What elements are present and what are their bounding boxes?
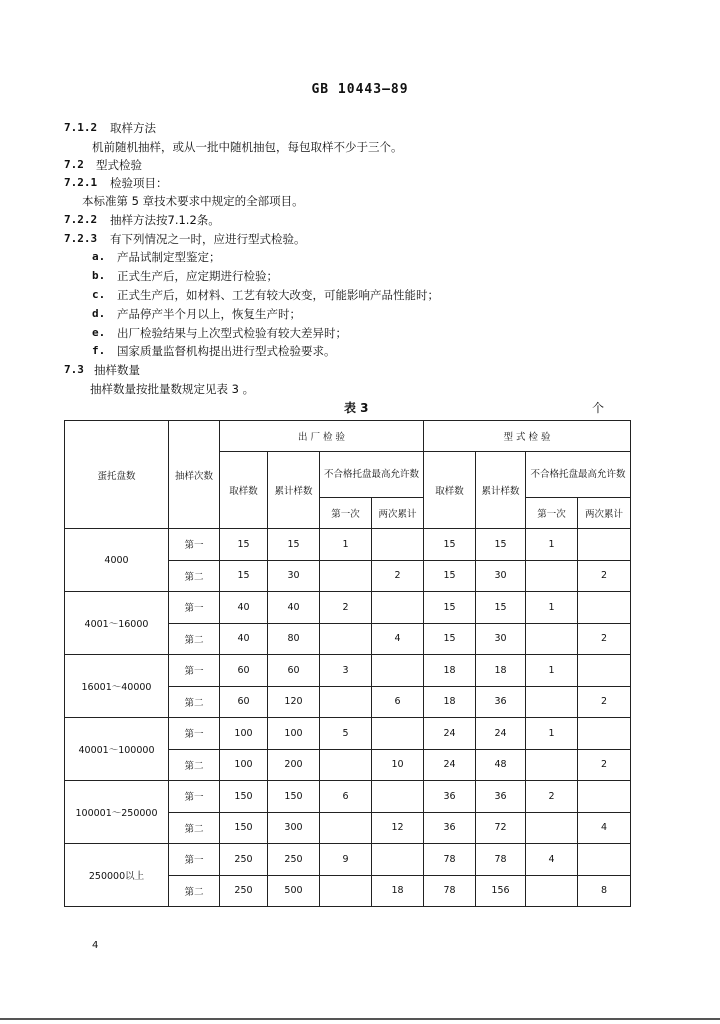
- cell-times: 第二: [169, 812, 220, 844]
- cell-type-cumulative: 15: [476, 592, 526, 624]
- cell-type-sample: 24: [424, 749, 476, 781]
- cell-factory-sample: 15: [220, 529, 268, 561]
- cell-factory-cumulative: 15: [268, 529, 320, 561]
- clause-text: 产品停产半个月以上，恢复生产时；: [117, 307, 301, 321]
- cell-type-sample: 15: [424, 529, 476, 561]
- cell-factory-first: [320, 623, 372, 655]
- clause-number: b.: [92, 269, 106, 282]
- cell-factory-both: [372, 718, 424, 750]
- cell-factory-cumulative: 120: [268, 686, 320, 718]
- table-row: [65, 655, 631, 687]
- cell-batch: 4001～16000: [65, 592, 169, 655]
- clause-number: 7.2.1: [64, 176, 98, 189]
- cell-batch: 250000以上: [65, 844, 169, 907]
- cell-times: 第二: [169, 749, 220, 781]
- cell-times: 第一: [169, 718, 220, 750]
- clause-number: f.: [92, 344, 106, 357]
- cell-type-both: 2: [578, 686, 631, 718]
- cell-type-cumulative: 15: [476, 529, 526, 561]
- cell-factory-cumulative: 100: [268, 718, 320, 750]
- cell-type-first: 1: [526, 529, 578, 561]
- cell-factory-cumulative: 40: [268, 592, 320, 624]
- cell-times: 第二: [169, 875, 220, 907]
- cell-type-both: [578, 529, 631, 561]
- clause-number: 7.2: [64, 158, 84, 171]
- cell-type-first: [526, 749, 578, 781]
- cell-factory-sample: 150: [220, 781, 268, 813]
- cell-type-first: 1: [526, 655, 578, 687]
- page-number: 4: [92, 940, 99, 951]
- cell-factory-first: [320, 812, 372, 844]
- clause-text: 抽样方法按7.1.2条。: [110, 213, 220, 227]
- cell-factory-sample: 150: [220, 812, 268, 844]
- cell-factory-both: [372, 529, 424, 561]
- cell-type-sample: 78: [424, 844, 476, 876]
- cell-batch: 4000: [65, 529, 169, 592]
- clause-text: 产品试制定型鉴定；: [117, 250, 221, 264]
- cell-type-first: [526, 875, 578, 907]
- cell-factory-cumulative: 500: [268, 875, 320, 907]
- cell-type-both: 4: [578, 812, 631, 844]
- cell-factory-cumulative: 300: [268, 812, 320, 844]
- bottom-rule: [0, 1018, 720, 1020]
- clause-number: 7.1.2: [64, 121, 98, 134]
- cell-times: 第二: [169, 623, 220, 655]
- cell-factory-sample: 60: [220, 655, 268, 687]
- clause-number: c.: [92, 288, 106, 301]
- cell-type-cumulative: 36: [476, 686, 526, 718]
- clause-number: 7.3: [64, 363, 84, 376]
- clause-text: 抽样数量: [94, 363, 140, 377]
- cell-factory-cumulative: 80: [268, 623, 320, 655]
- cell-factory-sample: 100: [220, 718, 268, 750]
- cell-batch: 16001～40000: [65, 655, 169, 718]
- cell-type-both: 2: [578, 749, 631, 781]
- cell-factory-sample: 250: [220, 875, 268, 907]
- cell-type-both: 2: [578, 560, 631, 592]
- clause-number: a.: [92, 250, 106, 263]
- cell-factory-both: 10: [372, 749, 424, 781]
- clause-text: 国家质量监督机构提出进行型式检验要求。: [117, 344, 336, 358]
- sampling-table: [64, 420, 631, 907]
- cell-type-both: [578, 592, 631, 624]
- cell-factory-both: 18: [372, 875, 424, 907]
- header-type-both: 两次累计: [578, 498, 631, 529]
- cell-factory-both: [372, 844, 424, 876]
- cell-factory-sample: 100: [220, 749, 268, 781]
- cell-type-sample: 15: [424, 560, 476, 592]
- cell-type-first: [526, 686, 578, 718]
- table-row: [65, 844, 631, 876]
- cell-type-cumulative: 36: [476, 781, 526, 813]
- clause-number: d.: [92, 307, 106, 320]
- cell-factory-cumulative: 250: [268, 844, 320, 876]
- header-type-max-reject: 不合格托盘最高允许数: [526, 452, 631, 498]
- cell-factory-sample: 40: [220, 592, 268, 624]
- cell-type-cumulative: 18: [476, 655, 526, 687]
- cell-factory-first: 2: [320, 592, 372, 624]
- cell-type-first: [526, 623, 578, 655]
- cell-batch: 100001～250000: [65, 781, 169, 844]
- cell-type-sample: 36: [424, 781, 476, 813]
- cell-type-both: [578, 781, 631, 813]
- cell-factory-sample: 15: [220, 560, 268, 592]
- cell-factory-cumulative: 200: [268, 749, 320, 781]
- cell-type-first: [526, 560, 578, 592]
- clause-text: 型式检验: [96, 158, 142, 172]
- cell-factory-first: 1: [320, 529, 372, 561]
- clause-number: 7.2.3: [64, 232, 98, 245]
- cell-times: 第一: [169, 592, 220, 624]
- clause-text: 本标准第 5 章技术要求中规定的全部项目。: [82, 194, 304, 208]
- cell-factory-cumulative: 150: [268, 781, 320, 813]
- cell-type-first: 1: [526, 718, 578, 750]
- cell-factory-first: 5: [320, 718, 372, 750]
- header-type-sample: 取样数: [424, 452, 476, 529]
- cell-type-cumulative: 30: [476, 623, 526, 655]
- clause-text: 抽样数量按批量数规定见表 3 。: [90, 382, 255, 396]
- cell-type-both: [578, 718, 631, 750]
- cell-times: 第一: [169, 844, 220, 876]
- cell-type-cumulative: 72: [476, 812, 526, 844]
- cell-factory-first: 3: [320, 655, 372, 687]
- header-type-inspection: 型 式 检 验: [424, 421, 631, 452]
- cell-type-cumulative: 30: [476, 560, 526, 592]
- cell-type-first: 2: [526, 781, 578, 813]
- cell-type-sample: 24: [424, 718, 476, 750]
- cell-factory-both: 2: [372, 560, 424, 592]
- cell-factory-first: 9: [320, 844, 372, 876]
- cell-type-cumulative: 24: [476, 718, 526, 750]
- cell-type-sample: 18: [424, 686, 476, 718]
- cell-factory-first: [320, 560, 372, 592]
- cell-type-first: [526, 812, 578, 844]
- cell-factory-cumulative: 60: [268, 655, 320, 687]
- cell-factory-first: [320, 686, 372, 718]
- cell-type-first: 1: [526, 592, 578, 624]
- cell-factory-first: [320, 875, 372, 907]
- cell-factory-both: 12: [372, 812, 424, 844]
- table-row: [65, 718, 631, 750]
- table-row: [65, 529, 631, 561]
- cell-batch: 40001～100000: [65, 718, 169, 781]
- clause-text: 检验项目：: [110, 176, 168, 190]
- cell-type-both: [578, 655, 631, 687]
- cell-factory-first: [320, 749, 372, 781]
- clause-number: e.: [92, 326, 106, 339]
- table-caption: 表 3: [344, 401, 369, 415]
- cell-factory-first: 6: [320, 781, 372, 813]
- cell-type-sample: 15: [424, 592, 476, 624]
- clause-text: 正式生产后，应定期进行检验；: [117, 269, 278, 283]
- header-factory-sample: 取样数: [220, 452, 268, 529]
- cell-type-first: 4: [526, 844, 578, 876]
- cell-factory-sample: 60: [220, 686, 268, 718]
- header-type-first: 第一次: [526, 498, 578, 529]
- cell-factory-both: [372, 592, 424, 624]
- cell-factory-sample: 250: [220, 844, 268, 876]
- cell-type-both: 2: [578, 623, 631, 655]
- clause-text: 有下列情况之一时，应进行型式检验。: [110, 232, 306, 246]
- cell-times: 第一: [169, 529, 220, 561]
- cell-factory-both: 4: [372, 623, 424, 655]
- header-factory-cumulative: 累计样数: [268, 452, 320, 529]
- clause-text: 机前随机抽样，或从一批中随机抽包，每包取样不少于三个。: [92, 140, 403, 154]
- clause-number: 7.2.2: [64, 213, 98, 226]
- cell-type-cumulative: 78: [476, 844, 526, 876]
- cell-times: 第二: [169, 560, 220, 592]
- cell-factory-sample: 40: [220, 623, 268, 655]
- header-factory-first: 第一次: [320, 498, 372, 529]
- cell-type-both: [578, 844, 631, 876]
- cell-type-sample: 36: [424, 812, 476, 844]
- cell-times: 第一: [169, 655, 220, 687]
- cell-times: 第一: [169, 781, 220, 813]
- clause-text: 出厂检验结果与上次型式检验有较大差异时；: [117, 326, 347, 340]
- header-times: 抽样次数: [169, 421, 220, 529]
- cell-type-sample: 15: [424, 623, 476, 655]
- cell-factory-both: 6: [372, 686, 424, 718]
- header-factory-both: 两次累计: [372, 498, 424, 529]
- header-batch: 蛋托盘数: [65, 421, 169, 529]
- cell-type-sample: 78: [424, 875, 476, 907]
- table-row: [65, 592, 631, 624]
- standard-code-header: GB 10443—89: [311, 82, 409, 97]
- header-factory-inspection: 出 厂 检 验: [220, 421, 424, 452]
- cell-type-cumulative: 156: [476, 875, 526, 907]
- cell-factory-both: [372, 781, 424, 813]
- cell-times: 第二: [169, 686, 220, 718]
- table-unit: 个: [592, 401, 605, 415]
- cell-type-sample: 18: [424, 655, 476, 687]
- clause-text: 取样方法: [110, 121, 156, 135]
- cell-type-both: 8: [578, 875, 631, 907]
- cell-factory-both: [372, 655, 424, 687]
- table-row: [65, 781, 631, 813]
- cell-type-cumulative: 48: [476, 749, 526, 781]
- header-type-cumulative: 累计样数: [476, 452, 526, 529]
- header-factory-max-reject: 不合格托盘最高允许数: [320, 452, 424, 498]
- cell-factory-cumulative: 30: [268, 560, 320, 592]
- clause-text: 正式生产后，如材料、工艺有较大改变，可能影响产品性能时；: [117, 288, 439, 302]
